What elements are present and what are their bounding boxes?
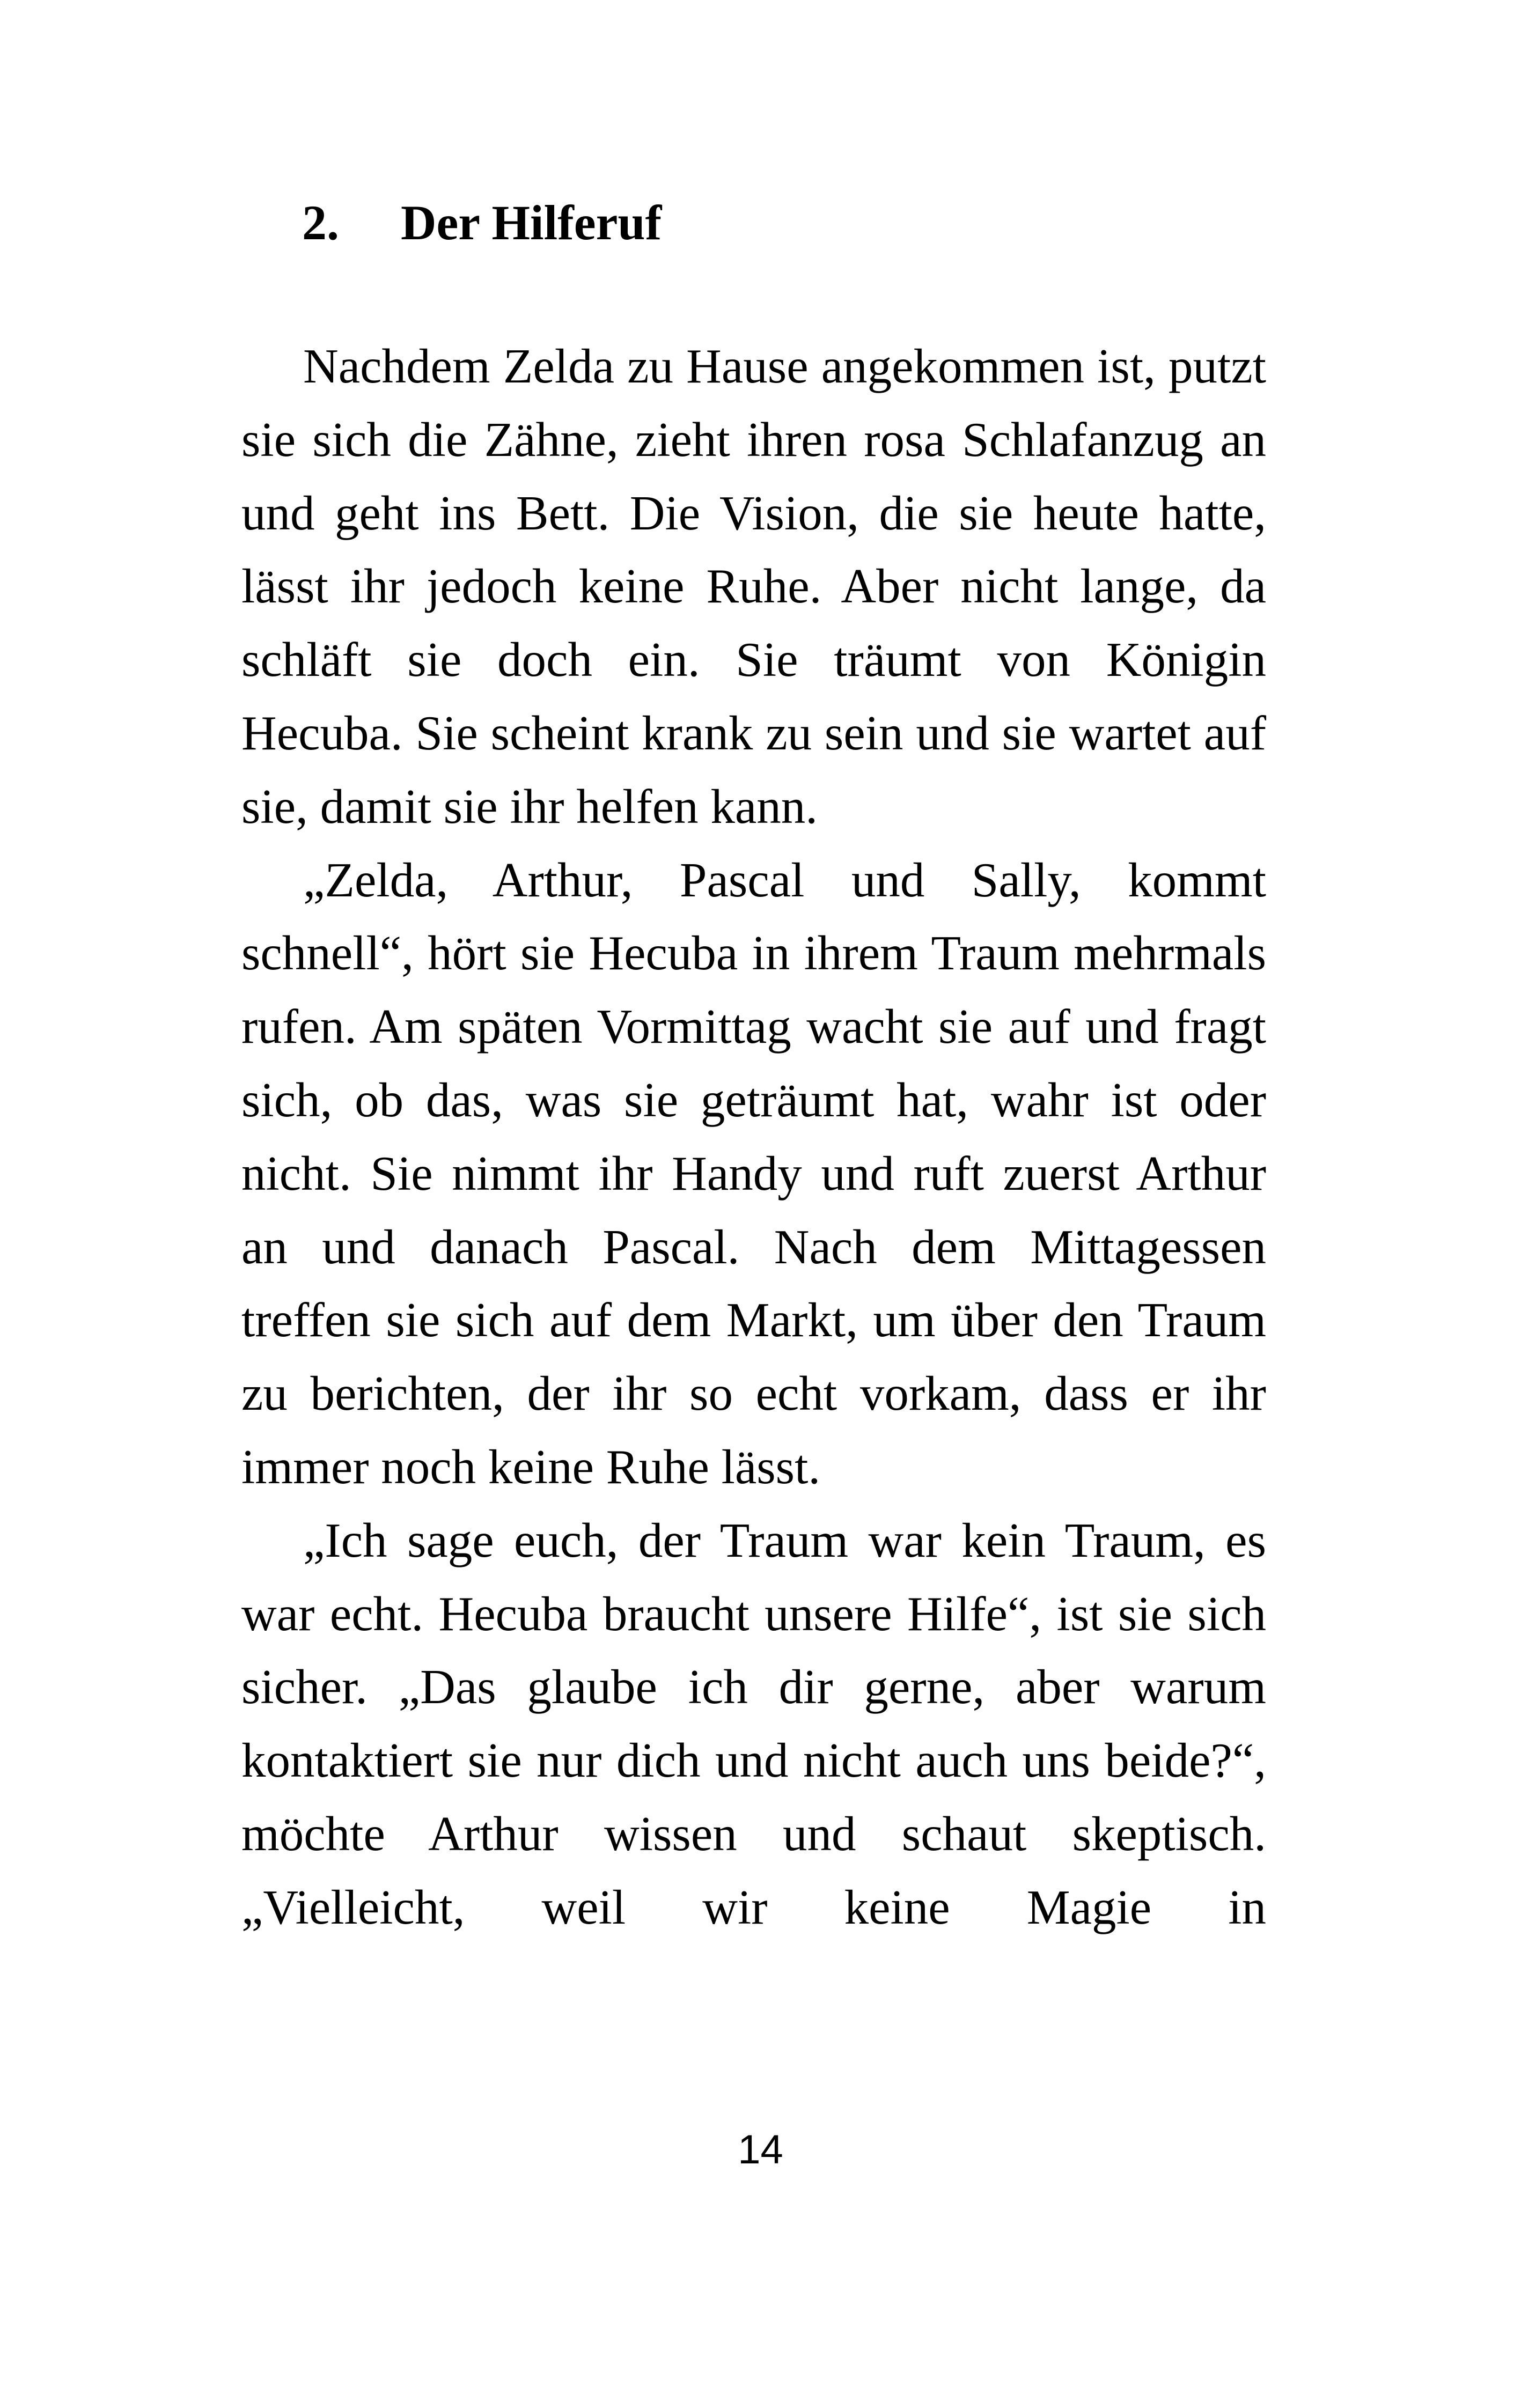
- chapter-title: Der Hilferuf: [401, 195, 662, 250]
- chapter-number: 2.: [302, 195, 339, 250]
- paragraph: Nachdem Zelda zu Hause angekommen ist, putzt sie sich die Zähne, zieht ihren rosa Schlafanzug an und geht ins Bett. Die Vision, die sie heute hatte, lässt ihr jedoch keine Ruhe. Aber nicht lange, da schläft sie doch ein. Sie träumt von Königin Hecuba. Sie scheint krank zu sein und sie wartet auf sie, damit sie ihr helfen kann.: [241, 339, 1266, 834]
- paragraph: „Zelda, Arthur, Pascal und Sally, kommt schnell“, hört sie Hecuba in ihrem Traum mehrmals rufen. Am späten Vormittag wacht sie auf und fragt sich, ob das, was sie geträumt hat, wahr ist oder nicht. Sie nimmt ihr Handy und ruft zuerst Arthur an und danach Pascal. Nach dem Mittagessen treffen sie sich auf dem Markt, um über den Traum zu berichten, der ihr so echt vorkam, dass er ihr immer noch keine Ruhe lässt.: [241, 852, 1266, 1494]
- paragraph: „Ich sage euch, der Traum war kein Traum, es war echt. Hecuba braucht unsere Hilfe“, ist sie sich sicher. „Das glaube ich dir gerne, aber warum kontaktiert sie nur dich und nicht auch uns beide?“, möchte Arthur wissen und schaut skeptisch. „Vielleicht, weil wir keine Magie in: [241, 1513, 1266, 1934]
- chapter-heading: [302, 185, 662, 260]
- page-number: 14: [738, 2127, 783, 2173]
- chapter-body: [241, 330, 1266, 1945]
